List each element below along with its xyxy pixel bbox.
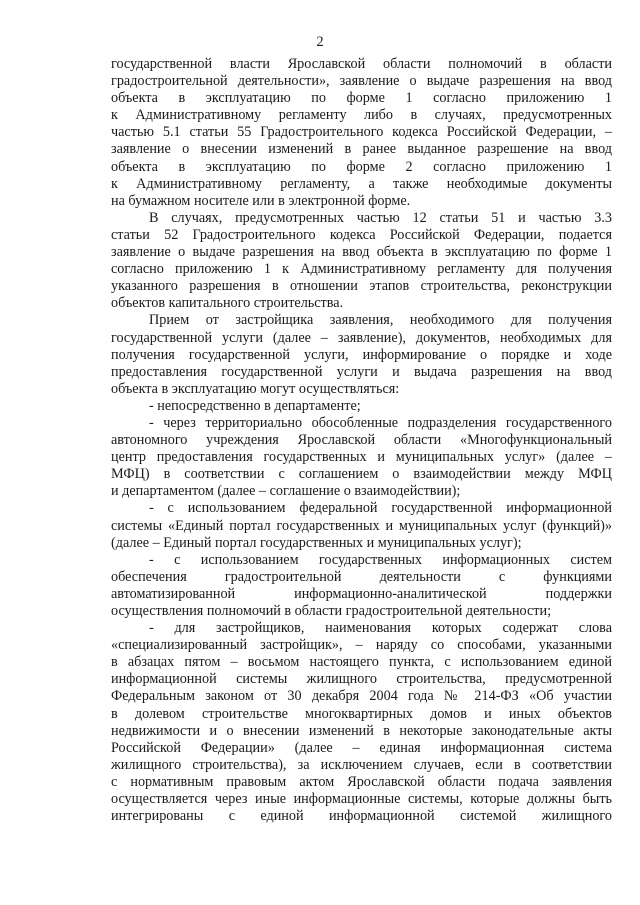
text-line: «специализированный застройщик», – наряду со способами, указанными [111,637,612,654]
text-line: центр предоставления государственных и муниципальных услуг» (далее – [111,449,612,466]
text-line: статьи 52 Градостроительного кодекса Российской Федерации, подается [111,226,612,243]
page-number: 2 [316,34,324,50]
text-line: предоставления государственной услуги и выдача разрешения на ввод [111,363,612,380]
document-body [111,56,612,825]
text-line: осуществления полномочий в области градостроительной деятельности; [111,603,552,619]
text-line: - с использованием федеральной государственной информационной [149,500,612,517]
text-line: Федеральным законом от 30 декабря 2004 года № 214-ФЗ «Об участии [111,688,612,705]
text-line: Прием от застройщика заявления, необходимого для получения [149,312,612,329]
text-line: - непосредственно в департаменте; [149,397,361,414]
text-line: - через территориально обособленные подразделения государственного [149,414,612,431]
text-line: заявление о выдаче разрешения на ввод объекта в эксплуатацию по форме 1 [111,244,612,261]
text-line: указанного разрешения в отношении этапов строительства, реконструкции [111,278,612,295]
text-line: в долевом строительстве многоквартирных домов и иных объектов [111,705,612,722]
text-line: к Административному регламенту либо в случаях, предусмотренных [111,107,612,124]
text-line: Российской Федерации» (далее – единая информационная система [111,739,612,756]
text-line: на бумажном носителе или в электронной форме. [111,192,411,209]
text-line: МФЦ) в соответствии с соглашением о взаимодействии между МФЦ [111,466,612,483]
text-line: автоматизированной информационно-аналитической поддержки [111,585,612,602]
text-line: к Административному регламенту, а также необходимые документы [111,175,612,192]
text-line: в абзацах пятом – восьмом настоящего пункта, с использованием единой [111,654,612,671]
text-line: получения государственной услуги, информирование о порядке и ходе [111,346,612,363]
text-line: В случаях, предусмотренных частью 12 статьи 51 и частью 3.3 [149,209,612,226]
text-line: интегрированы с единой информационной системой жилищного [111,808,612,825]
text-line: и департаментом (далее – соглашение о взаимодействии); [111,483,461,500]
text-line: объекта в эксплуатацию по форме 1 согласно приложению 1 [111,90,612,107]
text-line: - для застройщиков, наименования которых содержат слова [149,620,612,637]
text-line: автономного учреждения Ярославской области «Многофункциональный [111,432,612,449]
text-line: недвижимости и о внесении изменений в некоторые законодательные акты [111,722,612,739]
text-line: осуществляется через иные информационные системы, которые должны быть [111,791,612,808]
text-line: объекта в эксплуатацию по форме 2 согласно приложению 1 [111,158,612,175]
text-line: государственной услуги (далее – заявление), документов, необходимых для [111,329,612,346]
text-line: обеспечения градостроительной деятельности с функциями [111,568,612,585]
text-line: градостроительной деятельности», заявление о выдаче разрешения на ввод [111,73,612,90]
text-line: системы «Единый портал государственных и муниципальных услуг (функций)» [111,517,612,534]
text-line: согласно приложению 1 к Административному регламенту для получения [111,261,612,278]
text-line: с нормативным правовым актом Ярославской области подача заявления [111,773,612,790]
text-line: заявление о внесении изменений в ранее выданное разрешение на ввод [111,141,612,158]
text-line: объектов капитального строительства. [111,295,344,312]
text-line: жилищного строительства), за исключением случаев, если в соответствии [111,756,612,773]
text-line: частью 5.1 статьи 55 Градостроительного кодекса Российской Федерации, – [111,124,612,141]
text-line: информационной системы жилищного строительства, предусмотренной [111,671,612,688]
text-line: - с использованием государственных информационных систем [149,551,612,568]
text-line: государственной власти Ярославской области полномочий в области [111,56,612,72]
text-line: (далее – Единый портал государственных и муниципальных услуг); [111,534,522,551]
text-line: объекта в эксплуатацию могут осуществляться: [111,380,400,397]
